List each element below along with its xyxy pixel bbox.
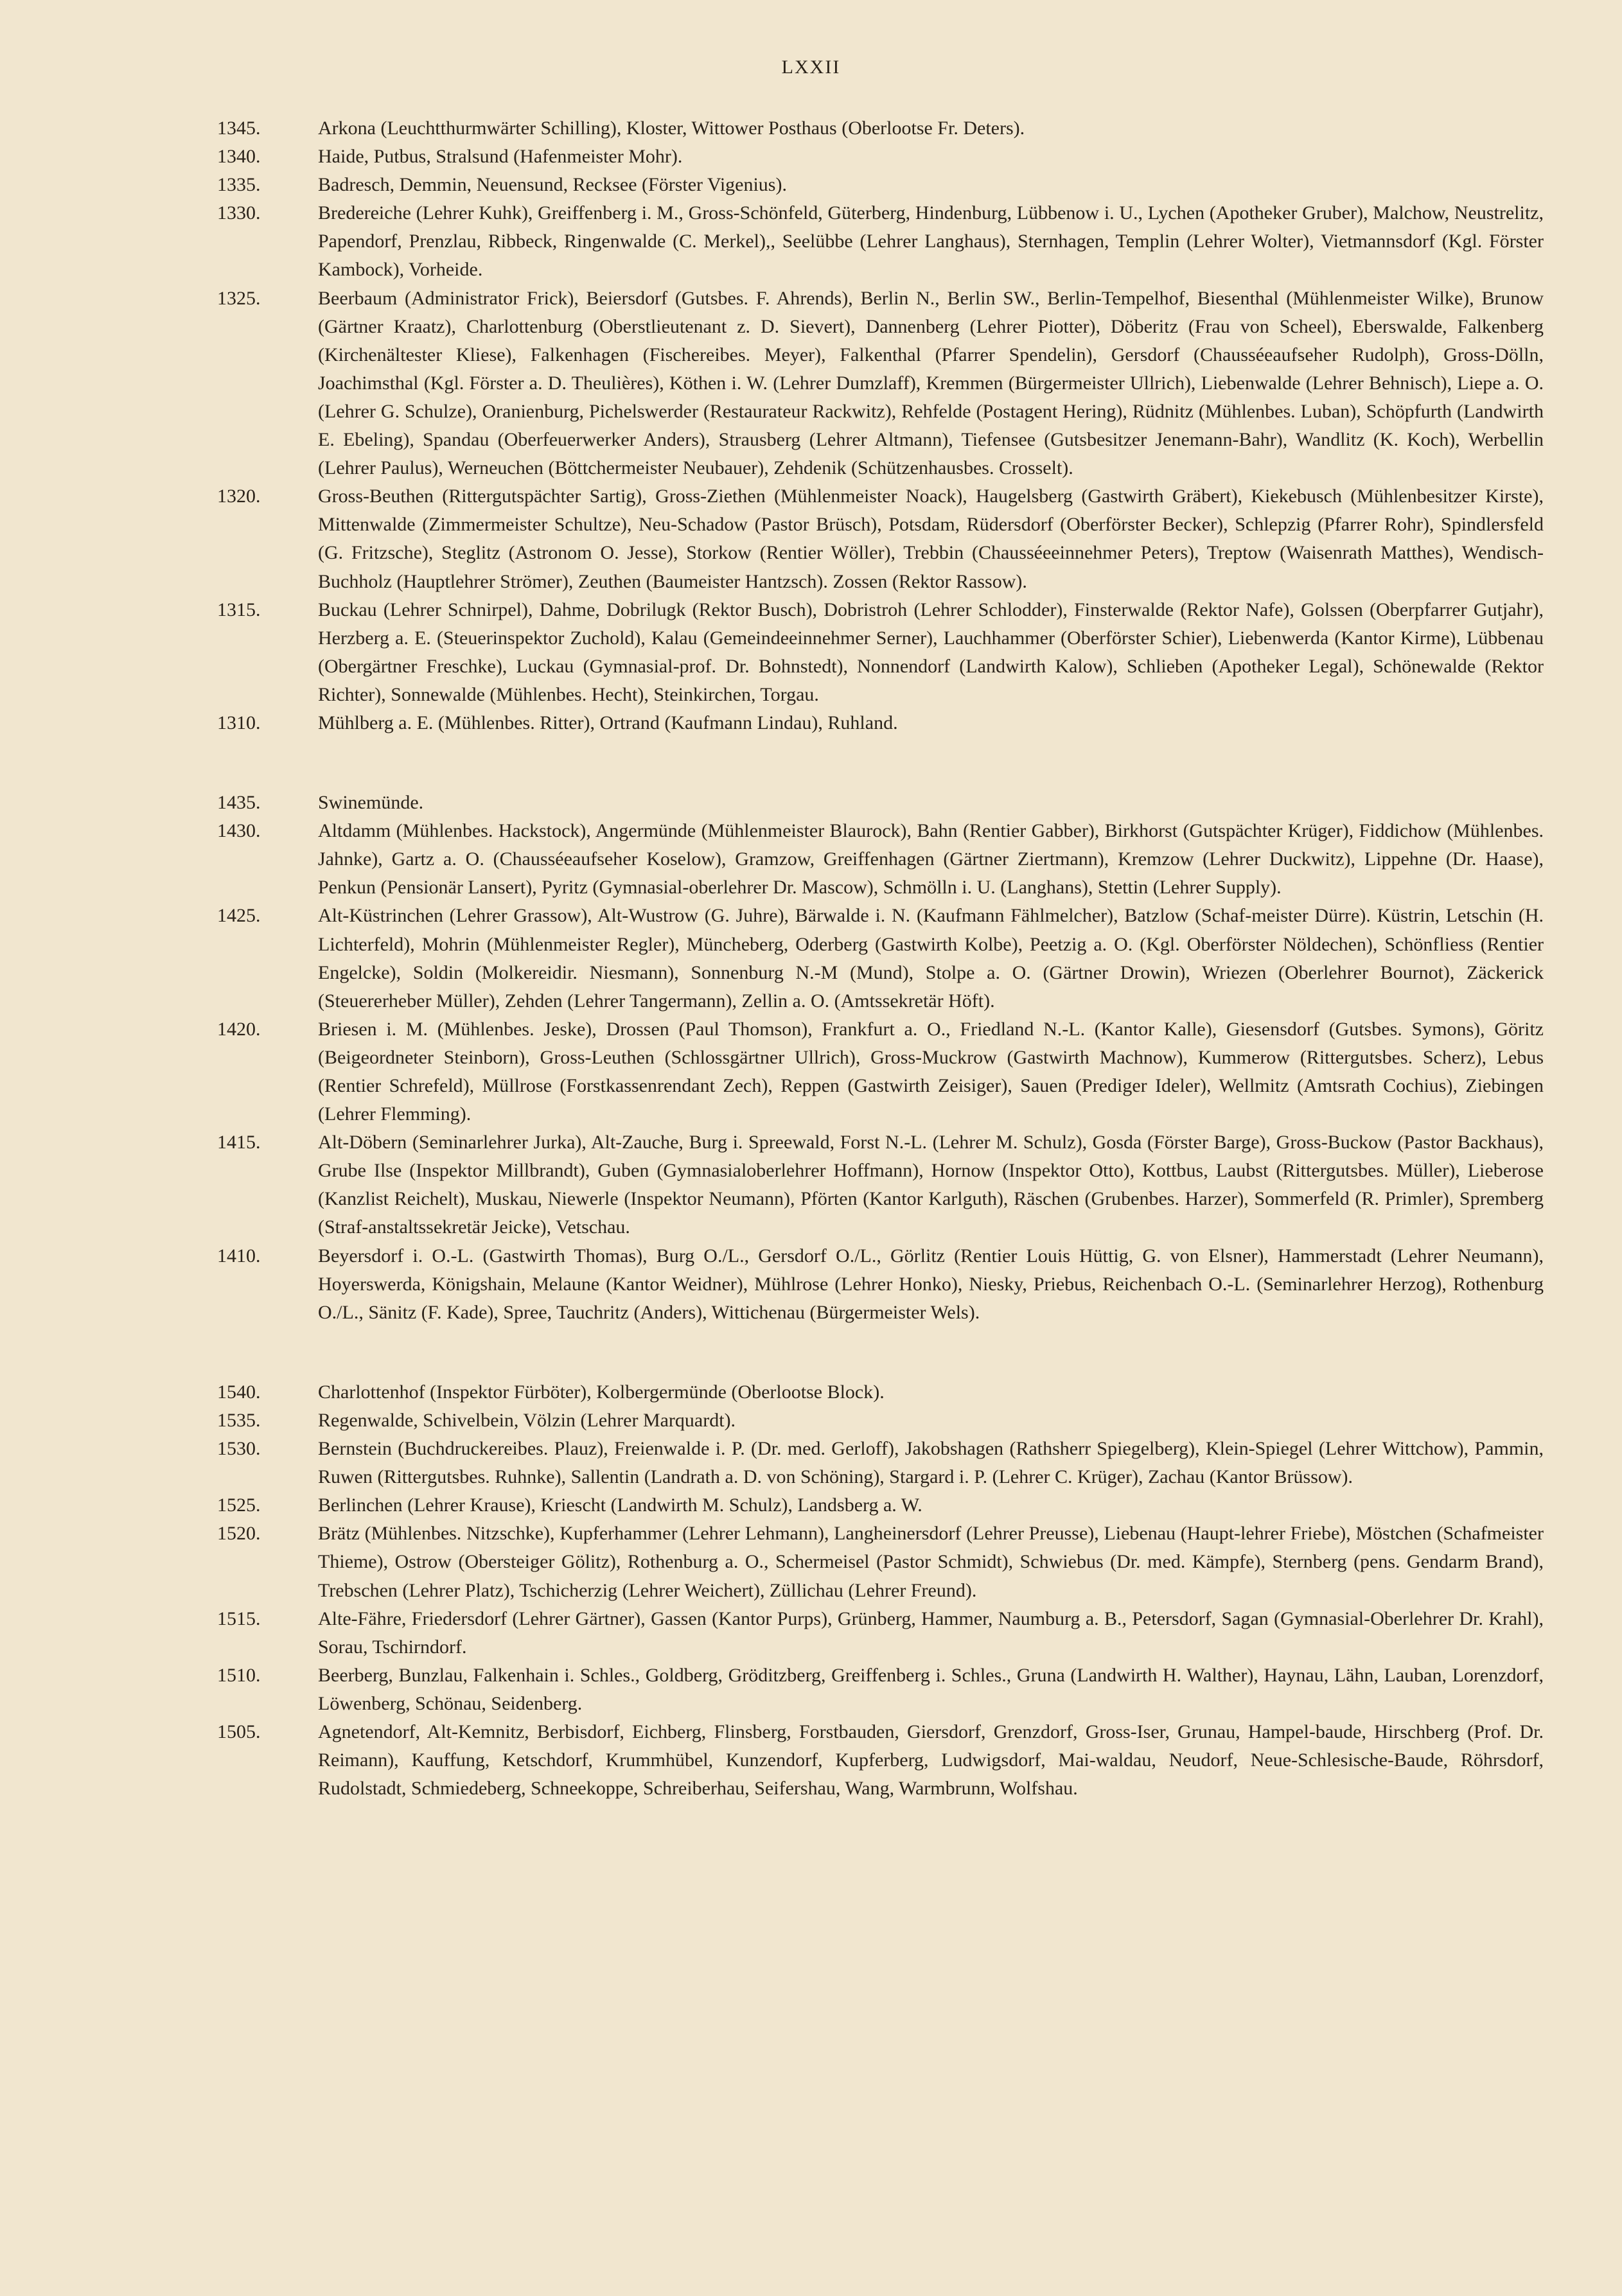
list-item [217,596,1544,709]
entry-text: Beyersdorf i. O.-L. (Gastwirth Thomas), Burg O./L., Gersdorf O./L., Görlitz (Rentier Louis Hüttig, G. von Elsner), Hammerstadt (Lehrer Neumann), Hoyerswerda, Königshain, Melaune (Kantor Weidner), Mühlrose (Lehrer Honko), Niesky, Priebus, Reichenbach O.-L. (Seminarlehrer Herzog), Rothenburg O./L., Sänitz (F. Kade), Spree, Tauchritz (Anders), Wittichenau (Bürgermeister Wels). [318,1245,1544,1323]
list-item [217,709,1544,737]
entry-number: 1520. [217,1523,261,1545]
entry-number: 1310. [217,712,261,733]
entry-number: 1315. [217,599,261,620]
list-item [217,1015,1544,1128]
entry-number: 1415. [217,1132,261,1153]
entry-text: Buckau (Lehrer Schnirpel), Dahme, Dobrilugk (Rektor Busch), Dobristroh (Lehrer Schlodder), Finsterwalde (Rektor Nafe), Golssen (Oberpfarrer Gutjahr), Herzberg a. E. (Steuerinspektor Zuchold), Kalau (Gemeindeeinnehmer Serner), Lauchhammer (Oberförster Schier), Liebenwerda (Kantor Kirme), Lübbenau (Obergärtner Freschke), Luckau (Gymnasial-prof. Dr. Bohnstedt), Nonnendorf (Landwirth Kalow), Schlieben (Apotheker Legal), Schönewalde (Rektor Richter), Sonnewalde (Mühlenbes. Hecht), Steinkirchen, Torgau. [318,599,1544,705]
entry-number: 1410. [217,1245,261,1266]
list-item [217,902,1544,1015]
group-separator [217,737,1544,789]
entry-text: Swinemünde. [318,792,424,814]
list-item [217,143,1544,171]
entry-number: 1525. [217,1494,261,1516]
entry-text: Berlinchen (Lehrer Krause), Kriescht (Landwirth M. Schulz), Landsberg a. W. [318,1494,922,1516]
entry-text: Beerberg, Bunzlau, Falkenhain i. Schles., Goldberg, Gröditzberg, Greiffenberg i. Schles., Gruna (Landwirth H. Walther), Haynau, Lähn, Lauban, Lorenzdorf, Löwenberg, Schönau, Seidenberg. [318,1664,1544,1714]
entry-text: Badresch, Demmin, Neuensund, Recksee (Förster Vigenius). [318,174,787,196]
entry-text: Charlottenhof (Inspektor Fürböter), Kolbergermünde (Oberlootse Block). [318,1381,885,1403]
entry-text: Bredereiche (Lehrer Kuhk), Greiffenberg i. M., Gross-Schönfeld, Güterberg, Hindenburg, Lübbenow i. U., Lychen (Apotheker Gruber), Malchow, Neustrelitz, Papendorf, Prenzlau, Ribbeck, Ringenwalde (C. Merkel),, Seelübbe (Lehrer Langhaus), Sternhagen, Templin (Lehrer Wolter), Vietmannsdorf (Kgl. Förster Kambock), Vorheide. [318,202,1544,281]
entry-number: 1340. [217,146,261,168]
entry-text: Bernstein (Buchdruckereibes. Plauz), Freienwalde i. P. (Dr. med. Gerloff), Jakobshagen (Rathsherr Spiegelberg), Klein-Spiegel (Lehrer Wittchow), Pammin, Ruwen (Rittergutsbes. Ruhnke), Sallentin (Landrath a. D. von Schöning), Stargard i. P. (Lehrer C. Krüger), Zachau (Kantor Brüssow). [318,1438,1544,1488]
list-item [217,1491,1544,1520]
entry-text: Alt-Küstrinchen (Lehrer Grassow), Alt-Wustrow (G. Juhre), Bärwalde i. N. (Kaufmann Fählmelcher), Batzlow (Schaf-meister Dürre). Küstrin, Letschin (H. Lichterfeld), Mohrin (Mühlenmeister Regler), Müncheberg, Oderberg (Gastwirth Kolbe), Peetzig a. O. (Kgl. Oberförster Nöldechen), Schönfliess (Rentier Engelcke), Soldin (Molkereidir. Niesmann), Sonnenburg N.-M (Mund), Stolpe a. O. (Gärtner Drowin), Wriezen (Oberlehrer Bournot), Zäckerick (Steuererheber Müller), Zehden (Lehrer Tangermann), Zellin a. O. (Amtssekretär Höft). [318,905,1544,1012]
list-item [217,1605,1544,1661]
list-item [217,789,1544,817]
entry-number: 1325. [217,287,261,309]
entry-number: 1425. [217,905,261,927]
list-item [217,199,1544,284]
list-item [217,1378,1544,1407]
list-item [217,1242,1544,1327]
entry-text: Brätz (Mühlenbes. Nitzschke), Kupferhammer (Lehrer Lehmann), Langheinersdorf (Lehrer Preusse), Liebenau (Haupt-lehrer Friebe), Möstchen (Schafmeister Thieme), Ostrow (Obersteiger Gölitz), Rothenburg a. O., Schermeisel (Pastor Schmidt), Schwiebus (Dr. med. Kämpfe), Sternberg (pens. Gendarm Brand), Trebschen (Lehrer Platz), Tschicherzig (Lehrer Weichert), Züllichau (Lehrer Freund). [318,1523,1544,1601]
entry-number: 1430. [217,820,261,842]
entry-text: Agnetendorf, Alt-Kemnitz, Berbisdorf, Eichberg, Flinsberg, Forstbauden, Giersdorf, Grenzdorf, Gross-Iser, Grunau, Hampel-baude, Hirschberg (Prof. Dr. Reimann), Kauffung, Ketschdorf, Krummhübel, Kunzendorf, Kupferberg, Ludwigsdorf, Mai-waldau, Neudorf, Neue-Schlesische-Baude, Röhrsdorf, Rudolstadt, Schmiedeberg, Schneekoppe, Schreiberhau, Seifershau, Wang, Warmbrunn, Wolfshau. [318,1721,1544,1800]
entry-number: 1515. [217,1608,261,1629]
list-item [217,1128,1544,1241]
entry-text: Alte-Fähre, Friedersdorf (Lehrer Gärtner), Gassen (Kantor Purps), Grünberg, Hammer, Naumburg a. B., Petersdorf, Sagan (Gymnasial-Oberlehrer Dr. Krahl), Sorau, Tschirndorf. [318,1608,1544,1658]
entry-text: Briesen i. M. (Mühlenbes. Jeske), Drossen (Paul Thomson), Frankfurt a. O., Friedland N.-L. (Kantor Kalle), Giesensdorf (Gutsbes. Symons), Göritz (Beigeordneter Steinborn), Gross-Leuthen (Schlossgärtner Ullrich), Gross-Muckrow (Gastwirth Machnow), Kummerow (Rittergutsbes. Scherz), Lebus (Rentier Schrefeld), Müllrose (Forstkassenrendant Zech), Reppen (Gastwirth Zeisiger), Sauen (Prediger Ideler), Wellmitz (Amtsrath Cochius), Ziebingen (Lehrer Flemming). [318,1018,1544,1125]
entry-text: Haide, Putbus, Stralsund (Hafenmeister Mohr). [318,146,683,168]
list-item [217,817,1544,902]
entry-number: 1505. [217,1721,261,1742]
entry-number: 1535. [217,1409,261,1431]
list-item [217,114,1544,143]
list-item [217,1520,1544,1604]
entry-text: Mühlberg a. E. (Mühlenbes. Ritter), Ortrand (Kaufmann Lindau), Ruhland. [318,712,898,733]
list-item [217,1407,1544,1435]
entry-number: 1510. [217,1664,261,1686]
list-item [217,1718,1544,1803]
entry-text: Gross-Beuthen (Rittergutspächter Sartig), Gross-Ziethen (Mühlenmeister Noack), Haugelsberg (Gastwirth Gräbert), Kiekebusch (Mühlenbesitzer Kirste), Mittenwalde (Zimmermeister Schultze), Neu-Schadow (Pastor Brüsch), Potsdam, Rüdersdorf (Oberförster Becker), Schlepzig (Pfarrer Rohr), Spindlersfeld (G. Fritzsche), Steglitz (Astronom O. Jesse), Storkow (Rentier Wöller), Trebbin (Chausséeeinnehmer Peters), Treptow (Waisenrath Matthes), Wendisch-Buchholz (Hauptlehrer Strömer), Zeuthen (Baumeister Hantzsch). Zossen (Rektor Rassow). [318,486,1544,592]
list-item [217,482,1544,595]
entry-number: 1540. [217,1381,261,1403]
list-item [217,285,1544,483]
entry-number: 1335. [217,174,261,196]
entry-text: Arkona (Leuchtthurmwärter Schilling), Kloster, Wittower Posthaus (Oberlootse Fr. Deters). [318,118,1025,139]
entry-text: Beerbaum (Administrator Frick), Beiersdorf (Gutsbes. F. Ahrends), Berlin N., Berlin SW., Berlin-Tempelhof, Biesenthal (Mühlenmeister Wilke), Brunow (Gärtner Kraatz), Charlottenburg (Oberstlieutenant z. D. Sievert), Dannenberg (Lehrer Piotter), Döberitz (Frau von Scheel), Eberswalde, Falkenberg (Kirchenältester Kliese), Falkenhagen (Fischereibes. Meyer), Falkenthal (Pfarrer Spendelin), Gersdorf (Chausséeaufseher Rudolph), Gross-Dölln, Joachimsthal (Kgl. Förster a. D. Theulières), Köthen i. W. (Lehrer Dumzlaff), Kremmen (Bürgermeister Ullrich), Liebenwalde (Lehrer Behnisch), Liepe a. O. (Lehrer G. Schulze), Oranienburg, Pichelswerder (Restaurateur Rackwitz), Rehfelde (Postagent Hering), Rüdnitz (Mühlenbes. Luban), Schöpfurth (Landwirth E. Ebeling), Spandau (Oberfeuerwerker Anders), Strausberg (Lehrer Altmann), Tiefensee (Gutsbesitzer Jenemann-Bahr), Wandlitz (K. Koch), Werbellin (Lehrer Paulus), Werneuchen (Böttchermeister Neubauer), Zehdenik (Schützenhausbes. Crosselt). [318,287,1544,479]
page-number: LXXII [781,57,841,78]
list-item [217,171,1544,199]
entry-text: Alt-Döbern (Seminarlehrer Jurka), Alt-Zauche, Burg i. Spreewald, Forst N.-L. (Lehrer M. Schulz), Gosda (Förster Barge), Gross-Buckow (Pastor Backhaus), Grube Ilse (Inspektor Millbrandt), Guben (Gymnasialoberlehrer Hoffmann), Hornow (Inspektor Otto), Kottbus, Laubst (Rittergutsbes. Müller), Lieberose (Kanzlist Reichelt), Muskau, Niewerle (Inspektor Neumann), Pförten (Kantor Karlguth), Räschen (Grubenbes. Harzer), Sommerfeld (R. Primler), Spremberg (Straf-anstaltssekretär Jeicke), Vetschau. [318,1132,1544,1238]
entry-number: 1435. [217,792,261,814]
entry-number: 1320. [217,486,261,507]
entry-number: 1530. [217,1438,261,1460]
entry-number: 1420. [217,1018,261,1040]
entry-number: 1345. [217,118,261,139]
entries-list [217,114,1544,1803]
entry-text: Regenwalde, Schivelbein, Völzin (Lehrer Marquardt). [318,1409,736,1431]
list-item [217,1661,1544,1718]
entry-text: Altdamm (Mühlenbes. Hackstock), Angermünde (Mühlenmeister Blaurock), Bahn (Rentier Gabber), Birkhorst (Gutspächter Krüger), Fiddichow (Mühlenbes. Jahnke), Gartz a. O. (Chausséeaufseher Koselow), Gramzow, Greiffenhagen (Gärtner Ziertmann), Kremzow (Lehrer Duckwitz), Lippehne (Dr. Haase), Penkun (Pensionär Lansert), Pyritz (Gymnasial-oberlehrer Dr. Mascow), Schmölln i. U. (Langhans), Stettin (Lehrer Supply). [318,820,1544,898]
group-separator [217,1327,1544,1378]
entry-number: 1330. [217,202,261,224]
list-item [217,1435,1544,1491]
